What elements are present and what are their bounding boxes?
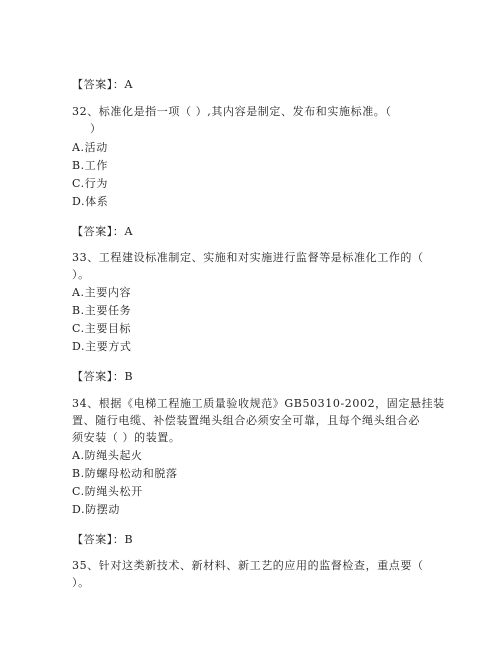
answer-line: 【答案】：B xyxy=(72,533,134,546)
question-32-stem-continued: ） xyxy=(90,122,102,135)
question-34-stem-continued: 置、随行电缆、补偿装置绳头组合必须安全可靠，且每个绳头组合必 xyxy=(72,414,420,427)
question-35-stem: 35、针对这类新技术、新材料、新工艺的应用的监督检查，重点要（ xyxy=(72,559,424,572)
option-a: A.主要内容 xyxy=(72,286,132,299)
option-a: A.活动 xyxy=(72,141,108,154)
answer-line: 【答案】：A xyxy=(72,78,134,91)
option-b: B.防螺母松动和脱落 xyxy=(72,467,178,480)
option-b: B.工作 xyxy=(72,159,108,172)
question-34-stem: 34、根据《电梯工程施工质量验收规范》GB50310-2002，固定悬挂装 xyxy=(72,397,445,410)
option-d: D.防摆动 xyxy=(72,503,120,516)
option-c: C.行为 xyxy=(72,177,108,190)
question-33-stem: 33、工程建设标准制定、实施和对实施进行监督等是标准化工作的（ xyxy=(72,251,424,264)
option-d: D.体系 xyxy=(72,195,109,208)
question-35-stem-continued: ）。 xyxy=(72,576,90,589)
option-c: C.主要目标 xyxy=(72,322,132,335)
question-32-stem: 32、标准化是指一项（ ）,其内容是制定、发布和实施标准。（ xyxy=(72,105,392,118)
answer-line: 【答案】：B xyxy=(72,370,134,383)
answer-line: 【答案】：A xyxy=(72,225,134,238)
option-c: C.防绳头松开 xyxy=(72,485,143,498)
option-a: A.防绳头起火 xyxy=(72,449,143,462)
option-d: D.主要方式 xyxy=(72,340,132,353)
question-33-stem-continued: ）。 xyxy=(72,268,90,281)
question-34-stem-continued: 须安装（ ）的装置。 xyxy=(72,431,181,444)
option-b: B.主要任务 xyxy=(72,304,132,317)
